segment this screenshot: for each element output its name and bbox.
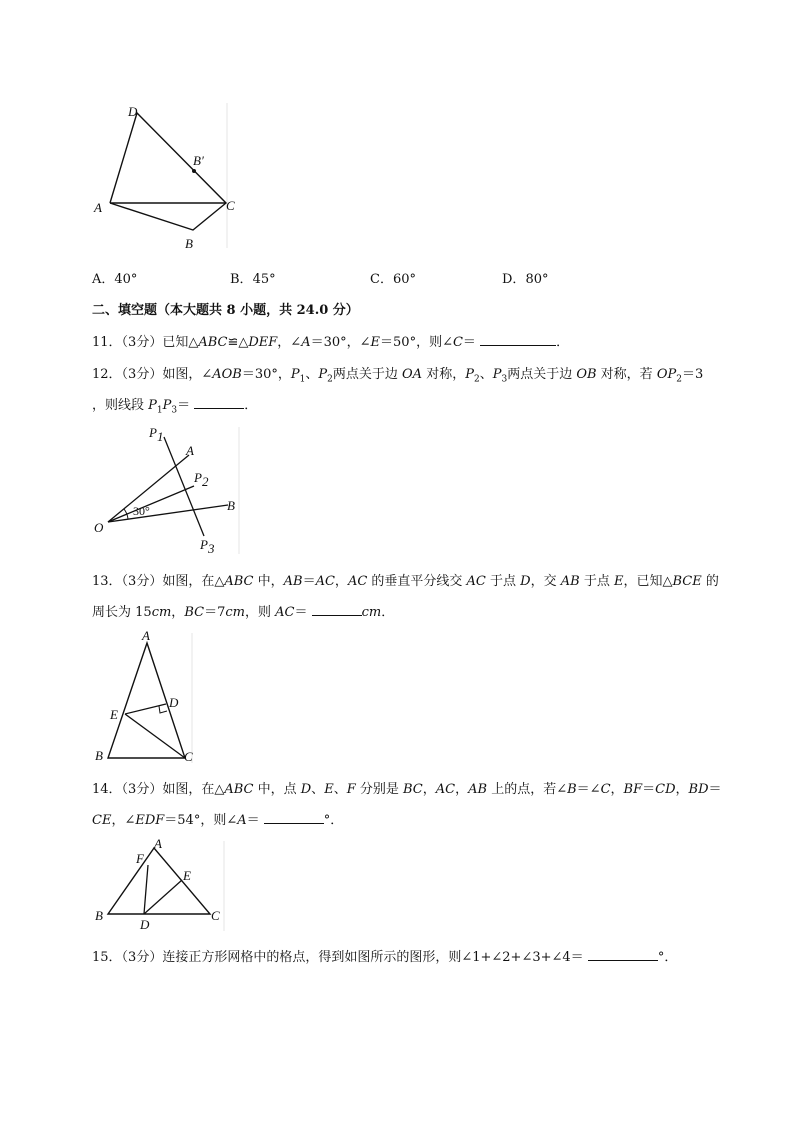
segment-p1p3 bbox=[164, 437, 204, 536]
label-b: B bbox=[227, 498, 235, 513]
label-b: B bbox=[185, 236, 193, 251]
answer-blank-14[interactable] bbox=[264, 811, 324, 824]
label-angle-30: 30° bbox=[133, 504, 150, 518]
answer-options bbox=[92, 268, 692, 286]
label-a: A bbox=[154, 836, 162, 851]
label-c: C bbox=[226, 198, 235, 213]
option-a[interactable]: A．40° bbox=[92, 272, 138, 287]
label-b: B bbox=[95, 908, 103, 923]
label-a: A bbox=[186, 443, 194, 458]
answer-blank-15[interactable] bbox=[588, 948, 658, 961]
segment-fd bbox=[144, 865, 148, 914]
label-p2: P2 bbox=[194, 470, 209, 489]
label-b-prime: B′ bbox=[193, 153, 204, 168]
triangle-abc bbox=[108, 848, 210, 914]
label-e: E bbox=[183, 868, 191, 883]
section-title: 二、填空题（本大题共 8 小题，共 24.0 分） bbox=[92, 303, 359, 318]
label-c: C bbox=[184, 749, 193, 764]
segment-ec bbox=[125, 714, 185, 758]
segment-op2 bbox=[108, 486, 194, 522]
figure-angle-aob bbox=[92, 422, 252, 557]
option-b[interactable]: B．45° bbox=[230, 272, 276, 287]
figure-triangle-def bbox=[94, 836, 234, 936]
segment-de bbox=[144, 880, 182, 914]
figure-quadrilateral bbox=[90, 98, 250, 258]
point-b-prime bbox=[192, 169, 196, 173]
label-o: O bbox=[94, 520, 104, 535]
label-d: D bbox=[128, 104, 138, 119]
option-d[interactable]: D．80° bbox=[502, 272, 549, 287]
label-p3: P3 bbox=[200, 537, 215, 556]
label-b: B bbox=[95, 748, 103, 763]
right-angle-mark bbox=[159, 706, 167, 713]
answer-blank-13[interactable] bbox=[312, 603, 362, 616]
option-c[interactable]: C．60° bbox=[370, 272, 416, 287]
label-p1: P1 bbox=[149, 425, 164, 444]
answer-blank-12[interactable] bbox=[194, 396, 244, 409]
quad-outline bbox=[110, 113, 226, 230]
label-a: A bbox=[142, 628, 150, 643]
label-e: E bbox=[110, 707, 118, 722]
label-d: D bbox=[140, 917, 150, 932]
label-c: C bbox=[211, 908, 220, 923]
label-f: F bbox=[136, 851, 144, 866]
figure-isosceles-triangle bbox=[92, 628, 202, 768]
answer-blank-11[interactable] bbox=[480, 333, 556, 346]
label-d: D bbox=[169, 695, 179, 710]
label-a: A bbox=[94, 200, 102, 215]
